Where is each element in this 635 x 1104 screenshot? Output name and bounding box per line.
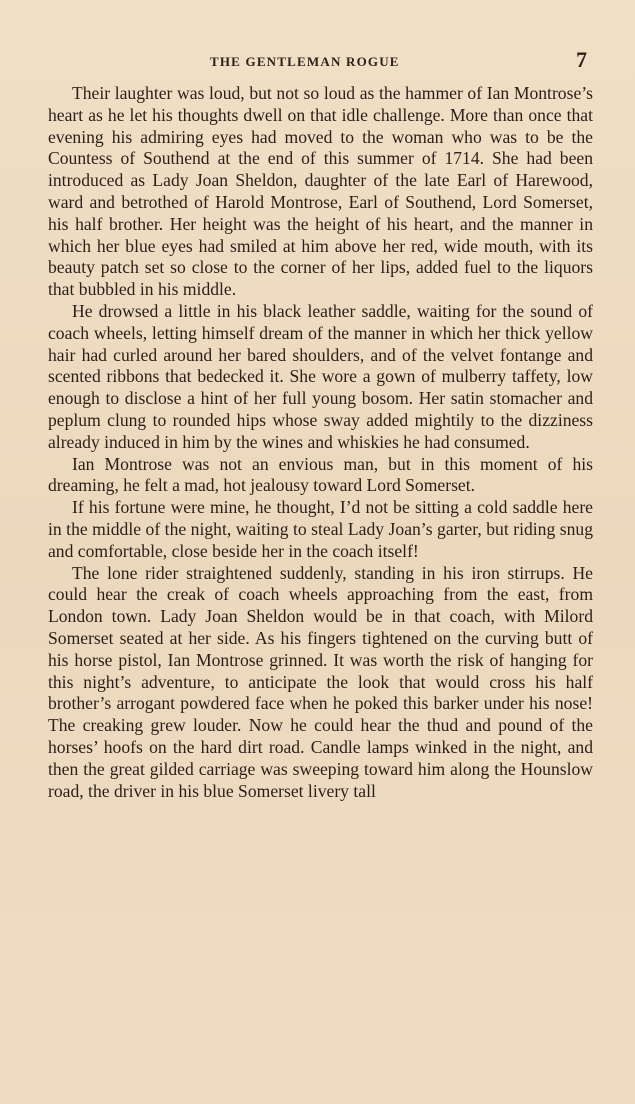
paragraph: The lone rider straightened suddenly, standing in his iron stirrups. He could hear the creak of coach wheels approaching from the east, from London town. Lady Joan Sheldon would be in that coach, with Milord Somerset seated at her side. As his fingers tightened on the curving butt of his horse pistol, Ian Montrose grinned. It was worth the risk of hanging for this night’s adventure, to anticipate the look that would cross his half brother’s arrogant powdered face when he poked this barker under his nose! The creaking grew louder. Now he could hear the thud and pound of the horses’ hoofs on the hard dirt road. Candle lamps winked in the night, and then the great gilded carriage was sweeping toward him along the Hounslow road, the driver in his blue Somerset livery tall [48,562,593,801]
paragraph: Their laughter was loud, but not so loud as the hammer of Ian Montrose’s heart as he let his thoughts dwell on that idle challenge. More than once that evening his admiring eyes had moved to the woman who was to be the Countess of Southend at the end of this summer of 1714. She had been introduced as Lady Joan Sheldon, daughter of the late Earl of Harewood, ward and betrothed of Harold Montrose, Earl of Southend, Lord Somerset, his half brother. Her height was the height of his heart, and the manner in which her blue eyes had smiled at him above her red, wide mouth, with its beauty patch set so close to the corner of her lips, added fuel to the liquors that bubbled in his middle. [48,83,593,300]
paragraph: If his fortune were mine, he thought, I’d not be sitting a cold saddle here in the middle of the night, waiting to steal Lady Joan’s garter, but riding snug and comfortable, close beside her in the coach itself! [48,497,593,561]
page-number: 7 [576,47,587,72]
paragraph: Ian Montrose was not an envious man, but in this moment of his dreaming, he felt a mad, hot jealousy toward Lord Somerset. [48,453,593,496]
paragraph: He drowsed a little in his black leather saddle, waiting for the sound of coach wheels, letting himself dream of the manner in which her thick yellow hair had curled around her bared shoulders, and of the velvet fontange and scented ribbons that bedecked it. She wore a gown of mulberry taffety, low enough to disclose a hint of her full young bosom. Her satin stomacher and peplum clung to rounded hips whose sway added mightily to the dizziness already induced in him by the wines and whiskies he had consumed. [48,300,593,452]
running-head [0,47,635,72]
body-text [48,83,593,802]
running-title: THE GENTLEMAN ROGUE [210,54,400,69]
